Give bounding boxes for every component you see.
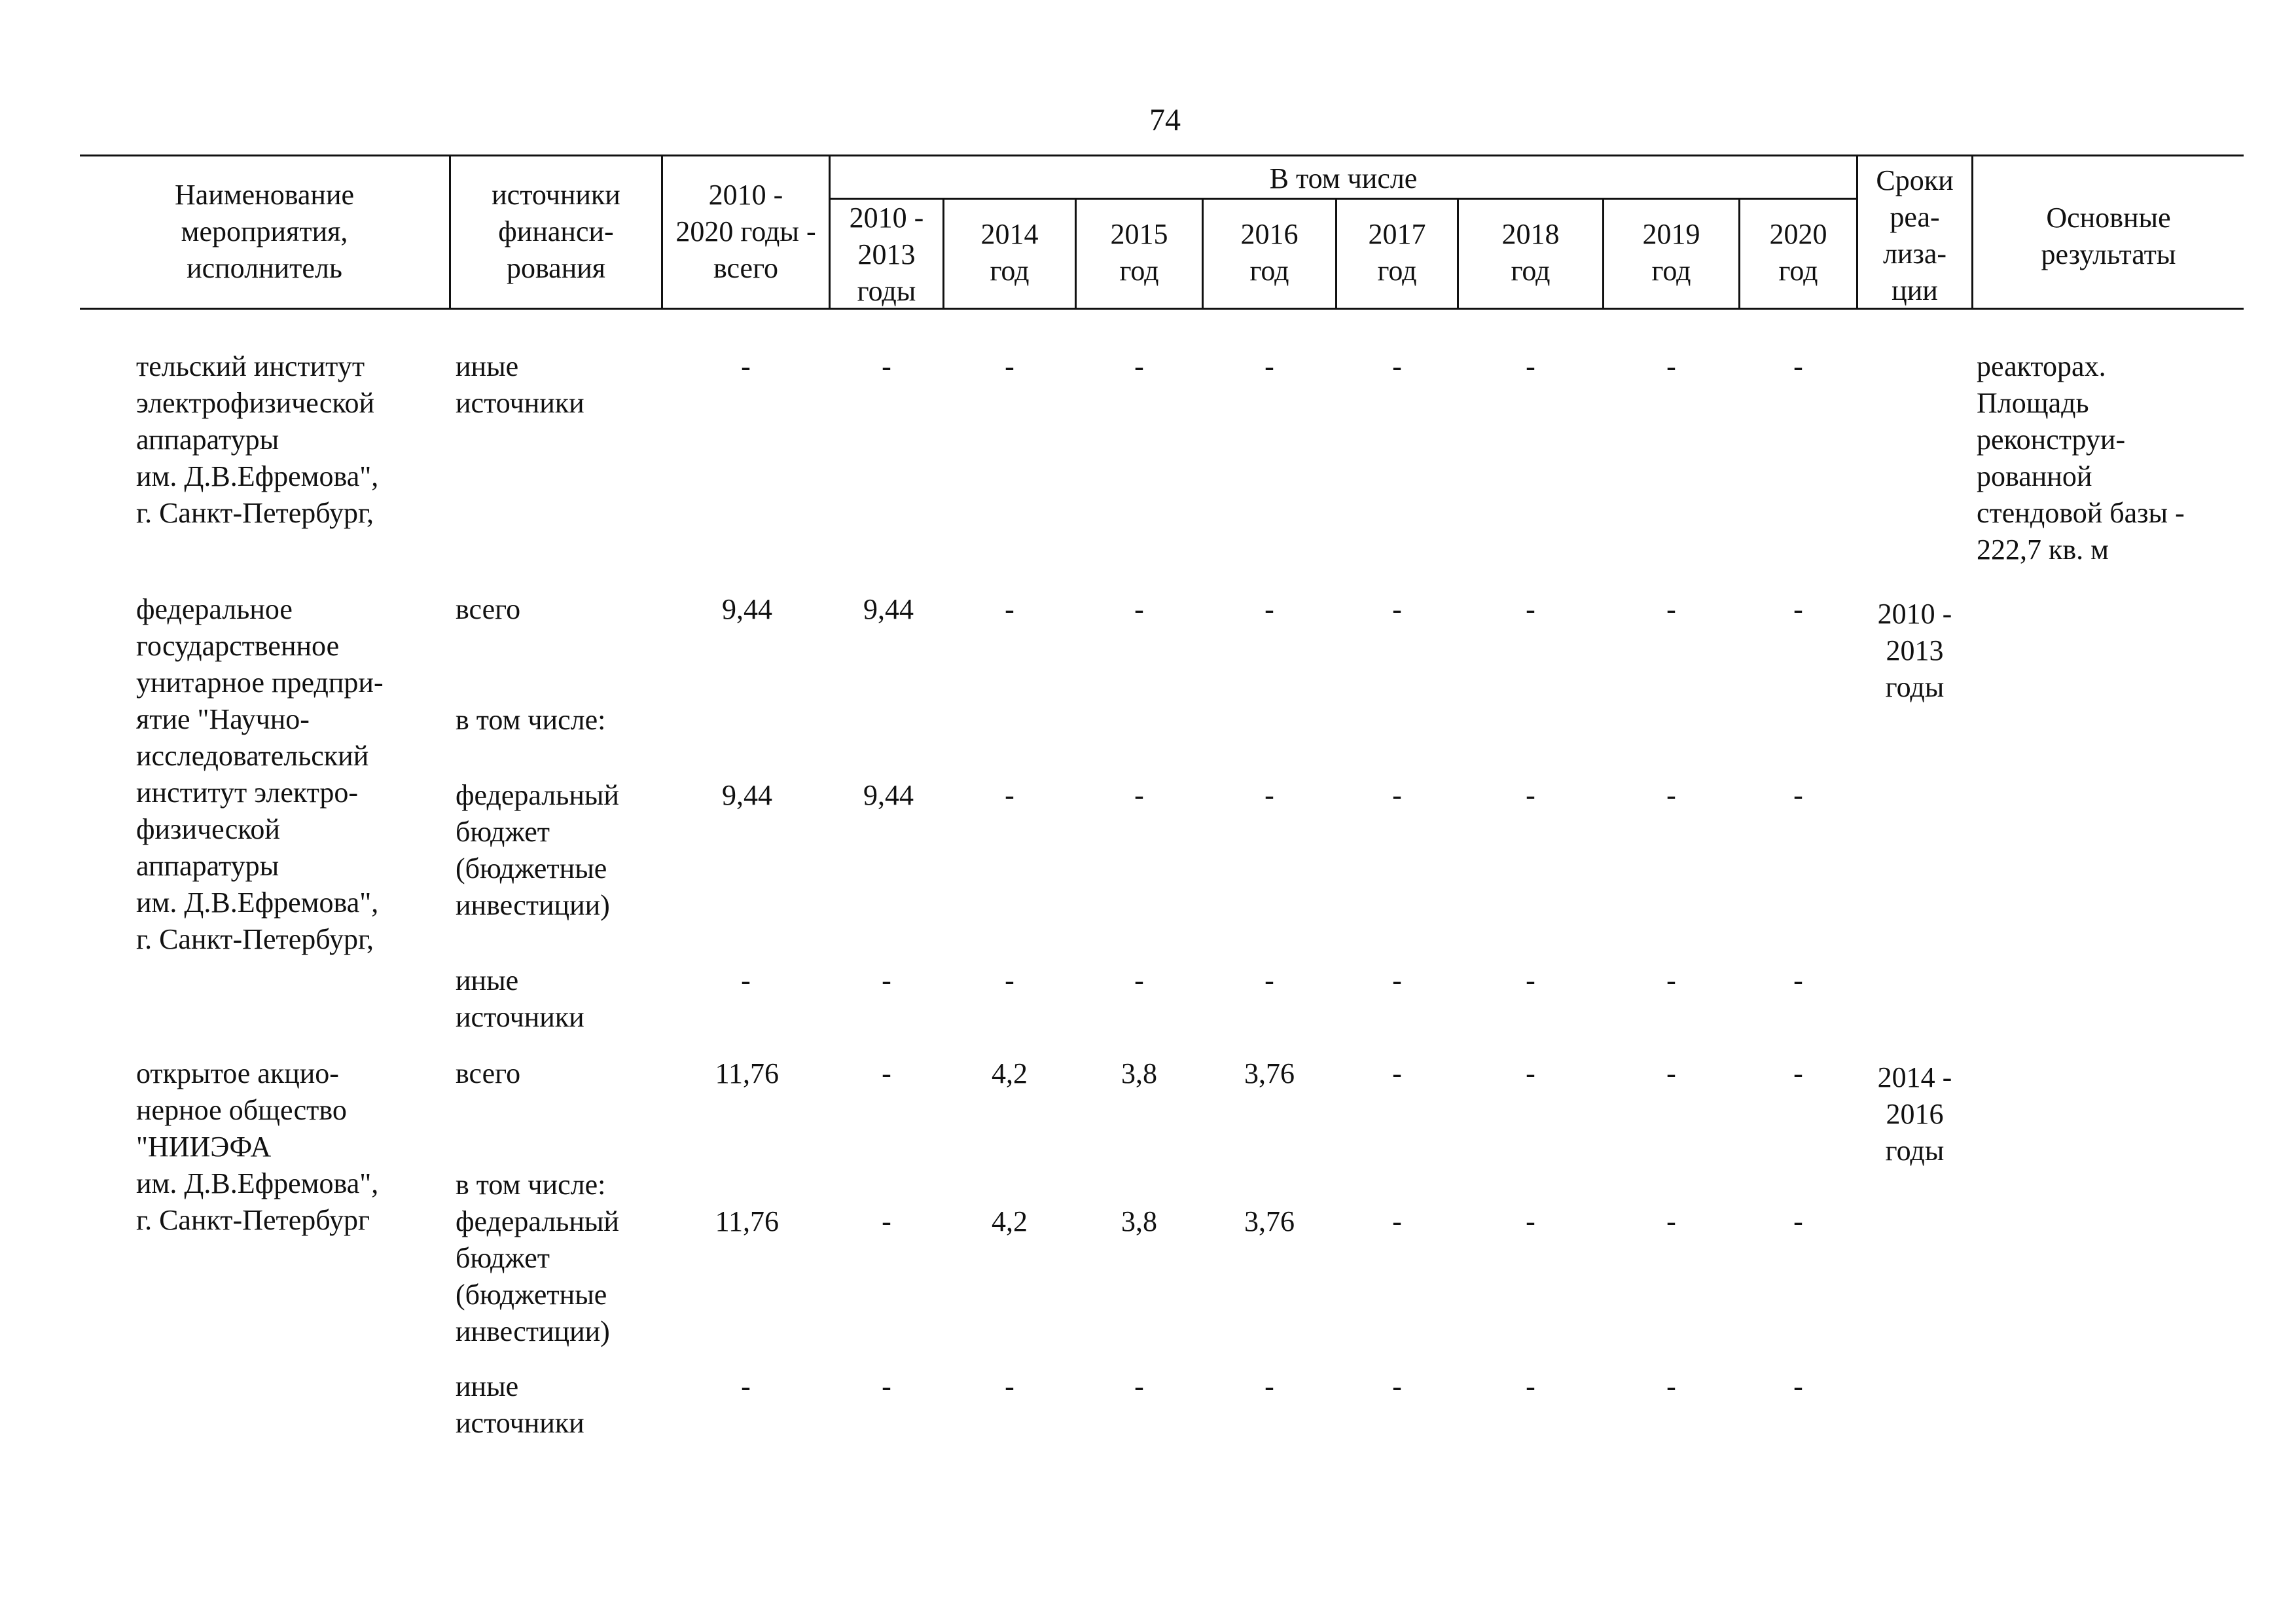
block1-source: иные источники	[456, 350, 584, 419]
header-2018: 2018 год	[1501, 218, 1560, 287]
block1-2015: -	[1134, 350, 1144, 382]
block3-term: 2014 - 2016 годы	[1877, 1061, 1952, 1167]
block3-total-source: всего	[456, 1057, 521, 1089]
block1-2016: -	[1265, 350, 1274, 382]
block3-other-2014: -	[1005, 1370, 1014, 1402]
block2-name: федеральное государственное унитарное предпри- ятие "Научно- исследовательский институт электро- физической аппаратуры им. Д.В.Ефремова", г. Санкт-Петербург,	[136, 593, 384, 955]
block3-total-2018: -	[1526, 1057, 1535, 1089]
block1-2014: -	[1005, 350, 1014, 382]
subheader-rule	[829, 198, 1856, 200]
block3-federal-source: федеральный бюджет (бюджетные инвестиции)	[456, 1205, 619, 1347]
block1-2018: -	[1526, 350, 1535, 382]
block2-total-2014: -	[1005, 593, 1014, 625]
block3-total-2014: 4,2	[992, 1057, 1028, 1089]
block3-federal-2020: -	[1793, 1205, 1803, 1237]
block2-other-2016: -	[1265, 964, 1274, 996]
block3-federal-2010-2013: -	[882, 1205, 891, 1237]
block2-federal-2014: -	[1005, 779, 1014, 811]
block2-other-2019: -	[1666, 964, 1676, 996]
block3-federal-2015: 3,8	[1121, 1205, 1157, 1237]
block3-total-total: 11,76	[715, 1057, 779, 1089]
block3-other-2020: -	[1793, 1370, 1803, 1402]
header-terms: Сроки реа- лиза- ции	[1876, 164, 1954, 306]
block1-result: реакторах. Площадь реконструи- рованной стендовой базы - 222,7 кв. м	[1977, 350, 2185, 566]
block2-other-2017: -	[1392, 964, 1402, 996]
block2-other-source: иные источники	[456, 964, 584, 1033]
block1-name: тельский институт электрофизической аппаратуры им. Д.В.Ефремова", г. Санкт-Петербург,	[136, 350, 379, 529]
header-2019: 2019 год	[1642, 218, 1700, 287]
block3-other-2016: -	[1265, 1370, 1274, 1402]
header-source: источники финанси- рования	[492, 179, 620, 284]
header-2017: 2017 год	[1368, 218, 1426, 287]
block2-term: 2010 - 2013 годы	[1877, 598, 1952, 703]
block3-other-source: иные источники	[456, 1370, 584, 1439]
block3-other-2015: -	[1134, 1370, 1144, 1402]
block3-including: в том числе:	[456, 1169, 606, 1201]
block2-other-2014: -	[1005, 964, 1014, 996]
block2-other-total: -	[741, 964, 751, 996]
block2-total-2019: -	[1666, 593, 1676, 625]
block3-total-2016: 3,76	[1244, 1057, 1295, 1089]
block3-federal-2017: -	[1392, 1205, 1402, 1237]
header-results: Основные результаты	[2041, 202, 2176, 270]
header-2015: 2015 год	[1110, 218, 1168, 287]
block2-federal-source: федеральный бюджет (бюджетные инвестиции)	[456, 779, 619, 921]
header-total: 2010 - 2020 годы - всего	[675, 179, 816, 284]
block2-other-2015: -	[1134, 964, 1144, 996]
block2-total-total: 9,44	[722, 593, 772, 625]
block2-total-2016: -	[1265, 593, 1274, 625]
block3-total-2015: 3,8	[1121, 1057, 1157, 1089]
block1-2017: -	[1392, 350, 1402, 382]
block2-total-2017: -	[1392, 593, 1402, 625]
block3-other-2019: -	[1666, 1370, 1676, 1402]
block2-federal-2015: -	[1134, 779, 1144, 811]
block2-federal-2017: -	[1392, 779, 1402, 811]
block3-federal-2016: 3,76	[1244, 1205, 1295, 1237]
block2-total-source: всего	[456, 593, 521, 625]
block2-other-2020: -	[1793, 964, 1803, 996]
block2-other-2010-2013: -	[882, 964, 891, 996]
header-2010-2013: 2010 - 2013 годы	[849, 202, 924, 307]
header-including: В том числе	[1269, 162, 1418, 194]
block3-federal-2019: -	[1666, 1205, 1676, 1237]
block1-2019: -	[1666, 350, 1676, 382]
block2-total-2015: -	[1134, 593, 1144, 625]
header-2020: 2020 год	[1769, 218, 1827, 287]
block2-federal-2018: -	[1526, 779, 1535, 811]
block3-federal-total: 11,76	[715, 1205, 779, 1237]
block3-other-2017: -	[1392, 1370, 1402, 1402]
header-2014: 2014 год	[980, 218, 1039, 287]
block3-total-2017: -	[1392, 1057, 1402, 1089]
block2-federal-total: 9,44	[722, 779, 772, 811]
block2-federal-2016: -	[1265, 779, 1274, 811]
block3-other-total: -	[741, 1370, 751, 1402]
header-top-rule	[80, 155, 2244, 156]
block2-total-2018: -	[1526, 593, 1535, 625]
block1-total: -	[741, 350, 751, 382]
block3-name: открытое акцио- нерное общество "НИИЭФА им. Д.В.Ефремова", г. Санкт-Петербург	[136, 1057, 379, 1236]
header-name: Наименование мероприятия, исполнитель	[174, 179, 355, 284]
block3-total-2020: -	[1793, 1057, 1803, 1089]
block3-total-2010-2013: -	[882, 1057, 891, 1089]
block2-federal-2020: -	[1793, 779, 1803, 811]
block3-other-2010-2013: -	[882, 1370, 891, 1402]
block2-total-2010-2013: 9,44	[863, 593, 914, 625]
header-2016: 2016 год	[1240, 218, 1299, 287]
block3-total-2019: -	[1666, 1057, 1676, 1089]
block3-federal-2014: 4,2	[992, 1205, 1028, 1237]
block2-federal-2010-2013: 9,44	[863, 779, 914, 811]
block3-other-2018: -	[1526, 1370, 1535, 1402]
block2-other-2018: -	[1526, 964, 1535, 996]
block2-including: в том числе:	[456, 704, 606, 736]
block2-total-2020: -	[1793, 593, 1803, 625]
block1-2010-2013: -	[882, 350, 891, 382]
block1-2020: -	[1793, 350, 1803, 382]
block3-federal-2018: -	[1526, 1205, 1535, 1237]
page-number: 74	[1149, 103, 1181, 137]
block2-federal-2019: -	[1666, 779, 1676, 811]
